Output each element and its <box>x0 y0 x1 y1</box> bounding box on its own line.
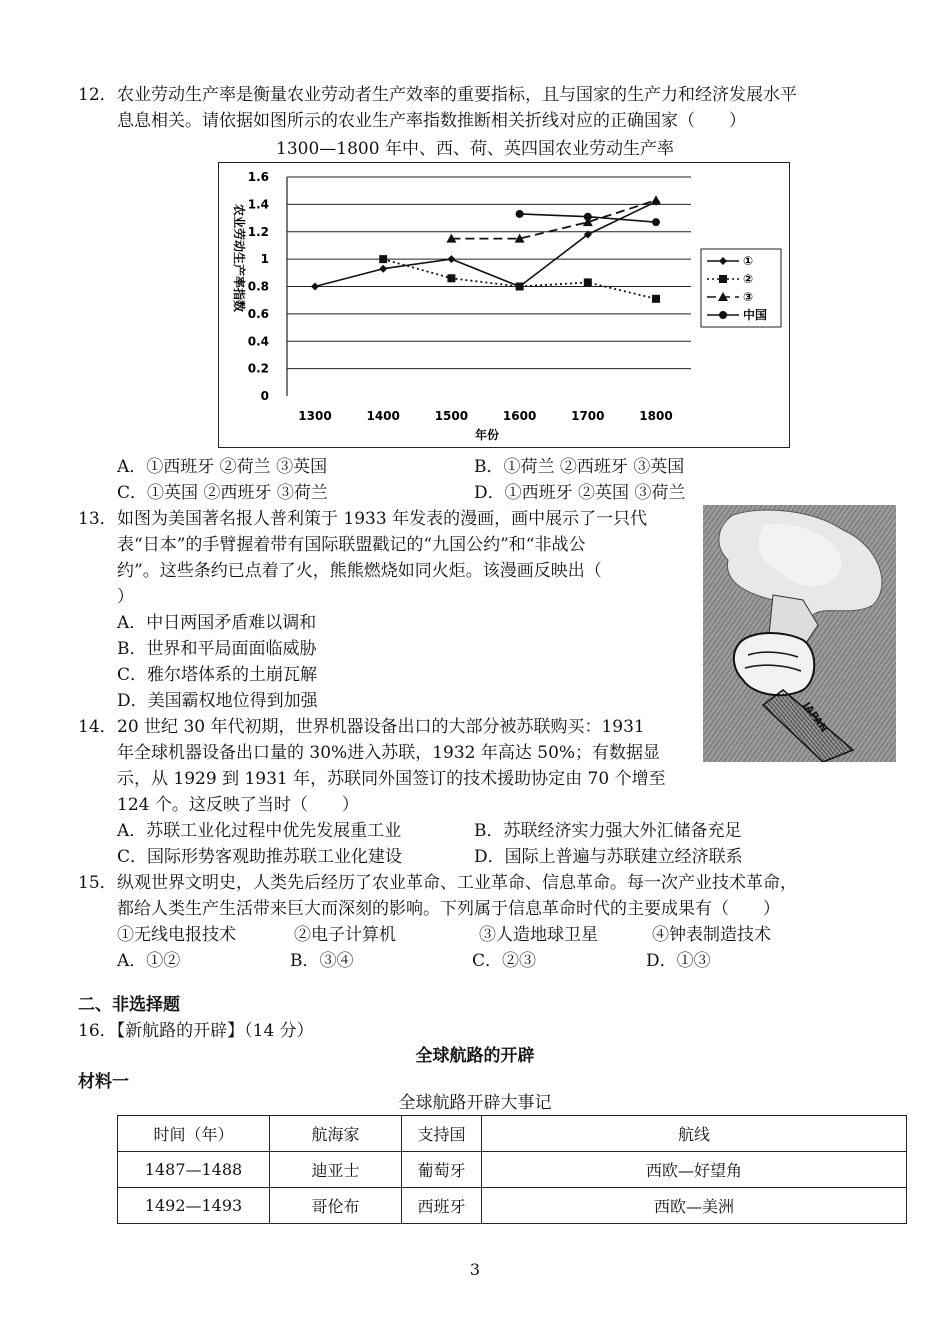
series-line <box>315 202 656 287</box>
q12-stem-line2: 息息相关。请依据如图所示的农业生产率指数推断相关折线对应的正确国家（ ） <box>117 111 746 131</box>
x-tick-label: 1700 <box>571 409 605 423</box>
table-cell: 1487—1488 <box>118 1152 270 1188</box>
q14-option-a: A．苏联工业化过程中优先发展重工业 <box>117 821 402 841</box>
x-tick-label: 1400 <box>366 409 400 423</box>
q12-option-c: C．①英国 ②西班牙 ③荷兰 <box>117 483 328 503</box>
q12-number: 12． <box>78 85 117 105</box>
table-header-row <box>118 1116 907 1152</box>
pulitzer-cartoon <box>703 505 896 762</box>
q15-option-c: C．②③ <box>472 951 537 971</box>
table-header: 支持国 <box>402 1116 482 1152</box>
x-tick-labels <box>298 409 672 423</box>
y-tick-label: 1.6 <box>247 170 269 184</box>
data-point <box>652 218 660 226</box>
x-tick-label: 1800 <box>639 409 673 423</box>
table-cell: 1492—1493 <box>118 1188 270 1224</box>
q15-item-1: ①无线电报技术 <box>117 925 236 945</box>
q14-stem-line2: 年全球机器设备出口量的 30%进入苏联，1932 年高达 50%；有数据显 <box>117 743 661 763</box>
y-tick-label: 0.8 <box>247 279 269 294</box>
data-point <box>311 283 319 291</box>
y-tick-label: 1 <box>260 252 269 267</box>
table-cell: 葡萄牙 <box>402 1152 482 1188</box>
q15-option-a: A．①② <box>117 951 181 971</box>
q14-option-d: D．国际上普遍与苏联建立经济联系 <box>474 847 743 867</box>
series-line <box>383 259 656 299</box>
q12-stem-line1: 农业劳动生产率是衡量农业劳动者生产效率的重要指标，且与国家的生产力和经济发展水平 <box>117 85 797 105</box>
q15-item-4: ④钟表制造技术 <box>652 925 771 945</box>
q13-number: 13． <box>78 509 117 529</box>
q15-stem-line1: 纵观世界文明史，人类先后经历了农业革命、工业革命、信息革命。每一次产业技术革命， <box>117 873 797 893</box>
data-point <box>379 255 387 263</box>
table-header: 航线 <box>482 1116 907 1152</box>
q13-stem-line4: ） <box>117 587 134 607</box>
q13-stem-line2: 表“日本”的手臂握着带有国际联盟戳记的“九国公约”和“非战公 <box>117 535 586 555</box>
material-label: 材料一 <box>78 1072 129 1092</box>
q12-option-a: A．①西班牙 ②荷兰 ③英国 <box>117 457 328 477</box>
table-header: 航海家 <box>270 1116 402 1152</box>
legend-label: ③ <box>743 290 754 304</box>
data-point <box>719 311 727 319</box>
y-axis-label: 农业劳动生产率指数 <box>232 203 246 313</box>
q14-option-c: C．国际形势客观助推苏联工业化建设 <box>117 847 403 867</box>
data-point <box>516 210 524 218</box>
table-cell: 西欧—美洲 <box>482 1188 907 1224</box>
q15-option-b: B．③④ <box>290 951 354 971</box>
data-point <box>584 213 592 221</box>
data-point <box>447 255 455 263</box>
y-tick-label: 0.2 <box>247 361 269 376</box>
line-chart <box>218 162 790 448</box>
x-axis-label: 年份 <box>474 428 500 442</box>
legend-label: ② <box>743 272 754 286</box>
q15-number: 15． <box>78 873 117 893</box>
table-header: 时间（年） <box>118 1116 270 1152</box>
legend-label: 中国 <box>743 308 768 322</box>
y-tick-label: 1.4 <box>247 197 269 212</box>
q14-stem-line3: 示，从 1929 到 1931 年，苏联同外国签订的技术援助协定由 70 个增至 <box>117 769 666 789</box>
cartoon-japan-label: JAPAN <box>800 700 830 735</box>
table-cell: 西班牙 <box>402 1188 482 1224</box>
q15-item-2: ②电子计算机 <box>294 925 396 945</box>
page-number: 3 <box>469 1260 481 1279</box>
q13-stem-line1: 如图为美国著名报人普利策于 1933 年发表的漫画，画中展示了一只代 <box>117 509 648 529</box>
y-tick-label: 1.2 <box>247 224 269 239</box>
y-tick-label: 0.4 <box>247 334 269 349</box>
q15-item-3: ③人造地球卫星 <box>479 925 598 945</box>
q13-option-d: D．美国霸权地位得到加强 <box>117 691 318 711</box>
q16-heading: 16．【新航路的开辟】（14 分） <box>78 1021 314 1041</box>
y-tick-label: 0.6 <box>247 306 269 321</box>
data-point <box>584 278 592 286</box>
q13-option-a: A．中日两国矛盾难以调和 <box>117 613 317 633</box>
material-title: 全球航路的开辟 <box>415 1046 535 1066</box>
data-point <box>719 275 727 283</box>
y-tick-labels <box>248 170 269 403</box>
table-cell: 迪亚士 <box>270 1152 402 1188</box>
table-cell: 哥伦布 <box>270 1188 402 1224</box>
q12-option-b: B．①荷兰 ②西班牙 ③英国 <box>474 457 685 477</box>
q14-stem-line1: 20 世纪 30 年代初期，世界机器设备出口的大部分被苏联购买：1931 <box>117 717 645 737</box>
q13-option-c: C．雅尔塔体系的土崩瓦解 <box>117 665 318 685</box>
q15-option-d: D．①③ <box>646 951 711 971</box>
voyages-table <box>117 1115 907 1224</box>
data-point <box>652 295 660 303</box>
chart-grid <box>287 177 691 396</box>
data-point <box>651 195 661 204</box>
data-point <box>516 283 524 291</box>
chart-svg <box>219 163 789 447</box>
table-title: 全球航路开辟大事记 <box>398 1093 552 1113</box>
x-tick-label: 1300 <box>298 409 332 423</box>
chart-legend <box>701 249 781 327</box>
q14-number: 14． <box>78 717 117 737</box>
q14-option-b: B．苏联经济实力强大外汇储备充足 <box>474 821 742 841</box>
y-tick-label: 0 <box>260 389 269 403</box>
table-row <box>118 1188 907 1224</box>
data-point <box>447 274 455 282</box>
q13-option-b: B．世界和平局面面临威胁 <box>117 639 317 659</box>
x-tick-label: 1500 <box>434 409 469 423</box>
q12-option-d: D．①西班牙 ②英国 ③荷兰 <box>474 483 686 503</box>
q13-stem-line3: 约”。这些条约已点着了火，熊熊燃烧如同火炬。该漫画反映出（ <box>117 561 602 581</box>
table-row <box>118 1152 907 1188</box>
q14-stem-line4: 124 个。这反映了当时（ ） <box>117 795 359 815</box>
chart-title: 1300—1800 年中、西、荷、英四国农业劳动生产率 <box>276 139 674 159</box>
q15-stem-line2: 都给人类生产生活带来巨大而深刻的影响。下列属于信息革命时代的主要成果有（ ） <box>117 899 780 919</box>
table-cell: 西欧—好望角 <box>482 1152 907 1188</box>
data-point <box>379 265 387 273</box>
legend-label: ① <box>743 254 754 268</box>
section-heading: 二、非选择题 <box>78 995 180 1015</box>
x-tick-label: 1600 <box>502 409 537 423</box>
